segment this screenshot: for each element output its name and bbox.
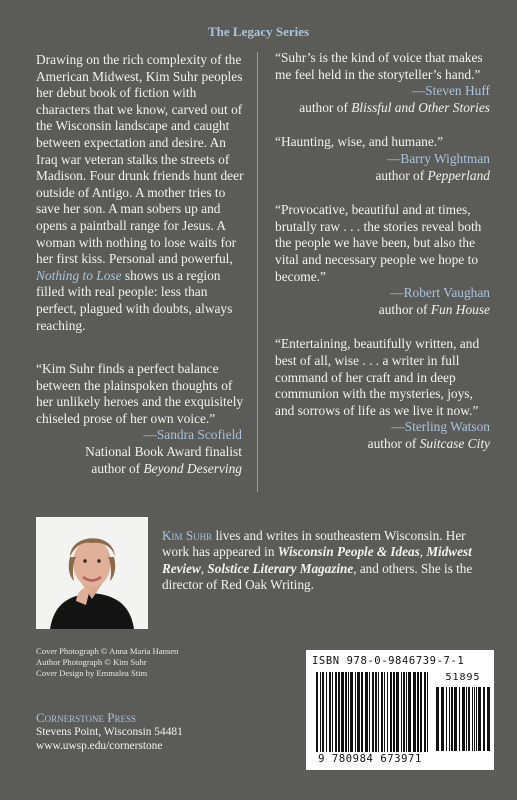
publisher-info <box>36 711 266 753</box>
book-title: Nothing to Lose <box>36 267 122 283</box>
isbn-number: ISBN 978-0-9846739-7-1 <box>312 655 465 667</box>
credit-cover-design: Cover Design by Emmalea Stim <box>36 668 148 678</box>
quote-attribution <box>275 151 490 184</box>
quote-watson <box>275 336 490 452</box>
back-cover-blurb <box>36 52 248 477</box>
quote-author-work: Beyond Deserving <box>143 460 242 476</box>
quote-scofield: “Kim Suhr finds a perfect balance between the plainspoken thoughts of her unlikely heroes and the exquisitely chiseled prose of her own voice.” <box>36 361 244 426</box>
quote-attribution <box>275 285 490 318</box>
ean-barcode-bars <box>316 672 430 752</box>
cover-credits <box>36 646 266 679</box>
blurb-text-end: shows us a region filled with real people: less than perfect, plagued with doubts, always reaching. <box>36 267 233 333</box>
bio-author-name: Kim Suhr <box>162 528 213 543</box>
blurb-paragraph <box>36 52 248 334</box>
publisher-city: Stevens Point, Wisconsin 54481 <box>36 726 183 738</box>
quote-author-work: Suitcase City <box>419 435 490 451</box>
quote-author-name: —Sandra Scofield <box>143 427 242 443</box>
quote-author-work: Fun House <box>430 301 490 317</box>
quote-attribution <box>275 83 490 116</box>
quote-huff <box>275 50 490 116</box>
quote-author-prefix: author of <box>299 99 352 115</box>
bio-publication: Midwest Review <box>162 544 472 576</box>
publisher-name: Cornerstone Press <box>36 710 137 725</box>
quote-author-name: —Robert Vaughan <box>390 285 490 301</box>
credit-cover-photo: Cover Photograph © Anna Maria Hansen <box>36 646 179 656</box>
quote-attribution <box>275 419 490 452</box>
quote-vaughan <box>275 202 490 318</box>
quote-text: “Entertaining, beautifully written, and best of all, wise . . . a writer in full command of her craft and in deep communion with the mysteries, joys, and sorrows of life as we live it now.” <box>275 336 480 418</box>
bio-text: lives and writes in southeastern Wisconsin. Her work has appeared in <box>162 528 466 560</box>
isbn-barcode <box>306 650 494 770</box>
bio-publication: Wisconsin People & Ideas <box>277 544 420 560</box>
quote-wightman <box>275 134 490 184</box>
barcode-addon-number: 51895 <box>445 672 481 683</box>
bio-text: , <box>200 560 208 576</box>
author-portrait-image <box>36 517 148 629</box>
quote-text: “Haunting, wise, and humane.” <box>275 134 444 150</box>
publisher-url: www.uwsp.edu/cornerstone <box>36 740 163 752</box>
bio-text: , <box>419 544 427 560</box>
quote-author-prefix: author of <box>367 435 420 451</box>
blurb-text: Drawing on the rich complexity of the American Midwest, Kim Suhr peoples her debut book of fiction with characters that we know, carved out of the Wisconsin landscape and caught between expectation and desire. An Iraq war veteran stalks the streets of Madison. Four drunk friends hunt deer outside of Antigo. A mother tries to save her son. A man sobers up and opens a paintball range for Jesus. A woman with nothing to lose waits for her first kiss. Personal and powerful, <box>36 52 244 267</box>
addon-barcode-bars <box>436 687 490 751</box>
quote-author-name: —Steven Huff <box>411 83 490 99</box>
quote-text: “Suhr’s is the kind of voice that makes me feel held in the storyteller’s hand.” <box>275 50 483 82</box>
bio-text: , and others. She is the director of Red Oak Writing. <box>162 560 473 593</box>
quote-author-prefix: author of <box>375 167 428 183</box>
quote-author-work: Pepperland <box>427 167 490 183</box>
author-photo <box>36 517 148 629</box>
quote-scofield-attribution <box>36 427 248 477</box>
quote-author-credential: National Book Award finalist <box>85 444 242 460</box>
quote-author-work: Blissful and Other Stories <box>351 99 490 115</box>
ean-number: 9 780984 673971 <box>318 753 422 765</box>
quote-text: “Provocative, beautiful and at times, brutally raw . . . the stories reveal both the people we have been, but also the vital and necessary people we hope to become.” <box>275 202 482 284</box>
column-divider <box>257 52 258 492</box>
credit-author-photo: Author Photograph © Kim Suhr <box>36 657 147 667</box>
quote-author-name: —Barry Wightman <box>387 150 490 166</box>
bio-publication: Solstice Literary Magazine <box>207 560 354 576</box>
praise-quotes <box>275 50 490 470</box>
quote-author-name: —Sterling Watson <box>391 419 490 435</box>
quote-author-prefix: author of <box>91 460 144 476</box>
series-title: The Legacy Series <box>207 24 310 39</box>
author-bio <box>162 528 490 594</box>
quote-author-prefix: author of <box>378 301 431 317</box>
